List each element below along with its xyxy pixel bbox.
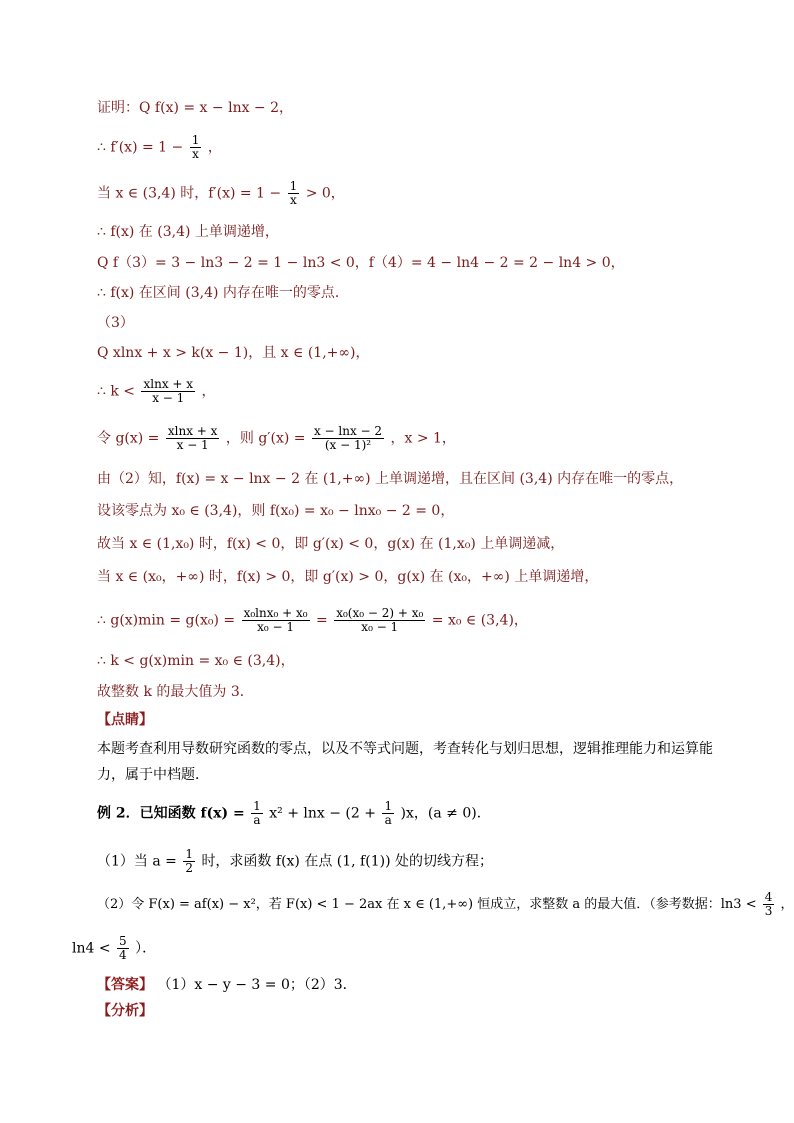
numerator: xlnx + x	[167, 424, 218, 438]
expr: > 0，	[305, 185, 345, 202]
denominator: x	[290, 193, 297, 207]
expr: ln4 <	[72, 940, 111, 957]
expr: ∴ k <	[97, 383, 136, 400]
expr: =	[316, 612, 328, 629]
expr: 时，求函数 f(x) 在点 (1, f(1)) 处的切线方程；	[201, 853, 493, 870]
expr: ，则 g′(x) =	[225, 430, 306, 447]
numerator: 1	[289, 179, 298, 193]
question-2	[97, 891, 794, 918]
denominator: x₀ − 1	[257, 620, 295, 634]
proof-line-9	[97, 378, 216, 405]
denominator: 3	[764, 904, 773, 918]
answer-tag: 【答案】	[97, 977, 153, 993]
denominator: x₀ − 1	[361, 620, 399, 634]
denominator: x	[192, 147, 199, 161]
proof-line-11: 由（2）知，f(x) = x − lnx − 2 在 (1,+∞) 上单调递增，且在区间 (3,4) 内存在唯一的零点，	[97, 471, 684, 487]
proof-line-3	[97, 180, 345, 207]
expr: 令 g(x) =	[97, 430, 160, 447]
numerator: x₀lnx₀ + x₀	[243, 606, 308, 620]
expr: ∴ f′(x) = 1 −	[97, 139, 184, 156]
numerator: xlnx + x	[143, 377, 194, 391]
comment-paragraph: 本题考查利用导数研究函数的零点，以及不等式问题，考查转化与划归思想，逻辑推理能力和运算能力，属于中档题．	[97, 741, 713, 783]
proof-line-10	[97, 425, 456, 452]
numerator: 1	[384, 799, 393, 813]
proof-line-4: ∴ f(x) 在 (3,4) 上单调递增，	[97, 224, 279, 240]
proof-line-5: Q f（3）= 3 − ln3 − 2 = 1 − ln3 < 0，f（4）= 4 − ln4 − 2 = 2 − ln4 > 0，	[97, 255, 625, 271]
proof-line-17: 故整数 k 的最大值为 3．	[97, 684, 254, 700]
expr: ，	[780, 897, 794, 912]
fraction	[288, 180, 300, 207]
question-2-cont	[72, 935, 156, 962]
proof-line-8: Q xlnx + x > k(x − 1)，且 x ∈ (1,+∞)，	[97, 345, 370, 361]
fraction	[312, 425, 384, 452]
fraction	[190, 134, 202, 161]
proof-line-12: 设该零点为 x₀ ∈ (3,4)，则 f(x₀) = x₀ − lnx₀ − 2 = 0，	[97, 503, 455, 519]
proof-line-7: （3）	[97, 315, 134, 331]
fraction	[382, 800, 394, 827]
proof-line-1: 证明：Q f(x) = x − lnx − 2，	[97, 100, 294, 116]
denominator: x − 1	[152, 391, 185, 405]
proof-line-6: ∴ f(x) 在区间 (3,4) 内存在唯一的零点．	[97, 285, 349, 301]
denominator: x − 1	[176, 438, 209, 452]
expr: ∴ g(x)min = g(x₀) =	[97, 612, 236, 629]
fraction	[141, 378, 195, 405]
proof-line-2	[97, 134, 222, 161]
numerator: x₀(x₀ − 2) + x₀	[336, 606, 424, 620]
expr: ，x > 1，	[390, 430, 456, 447]
fraction	[251, 800, 263, 827]
expr: ）．	[135, 940, 157, 957]
denominator: 4	[119, 948, 127, 962]
fraction	[763, 891, 775, 918]
expr: 例 2．已知函数 f(x) =	[97, 805, 245, 822]
expr: ，	[207, 139, 222, 156]
fraction	[117, 935, 129, 962]
example-2-line	[97, 800, 491, 827]
expr: （1）当 a =	[97, 853, 177, 870]
analysis-heading: 【分析】	[97, 1003, 153, 1019]
numerator: 1	[191, 133, 200, 147]
section-heading-dianjing: 【点睛】	[97, 712, 153, 728]
fraction	[183, 848, 195, 875]
expr: = x₀ ∈ (3,4)，	[431, 612, 528, 629]
expr: ，	[201, 383, 216, 400]
answer-line	[97, 975, 357, 995]
denominator: 2	[185, 861, 193, 875]
denominator: a	[384, 813, 392, 827]
numerator: 4	[764, 890, 773, 904]
fraction	[242, 607, 310, 634]
numerator: x − lnx − 2	[313, 424, 383, 438]
denominator: a	[253, 813, 261, 827]
denominator: (x − 1)²	[324, 438, 372, 452]
question-1	[97, 848, 493, 875]
proof-line-16: ∴ k < g(x)min = x₀ ∈ (3,4)，	[97, 653, 295, 669]
proof-line-14: 当 x ∈ (x₀，+∞) 时，f(x) > 0，即 g′(x) > 0，g(x) 在 (x₀，+∞) 上单调递增，	[97, 569, 599, 585]
expr: （2）令 F(x) = af(x) − x²，若 F(x) < 1 − 2ax 在 x ∈ (1,+∞) 恒成立，求整数 a 的最大值．（参考数据：ln3 <	[97, 897, 757, 912]
numerator: 1	[253, 799, 261, 813]
fraction	[166, 425, 220, 452]
numerator: 1	[185, 847, 193, 861]
answer-text: （1）x − y − 3 = 0；（2）3．	[157, 977, 357, 993]
expr: x² + lnx − (2 +	[269, 805, 376, 822]
expr: 当 x ∈ (3,4) 时，f′(x) = 1 −	[97, 185, 282, 202]
expr: )x，(a ≠ 0)．	[400, 805, 491, 822]
proof-line-13: 故当 x ∈ (1,x₀) 时，f(x) < 0，即 g′(x) < 0，g(x) 在 (1,x₀) 上单调递减，	[97, 536, 565, 552]
proof-line-15	[97, 607, 528, 634]
fraction	[334, 607, 425, 634]
numerator: 5	[119, 934, 127, 948]
